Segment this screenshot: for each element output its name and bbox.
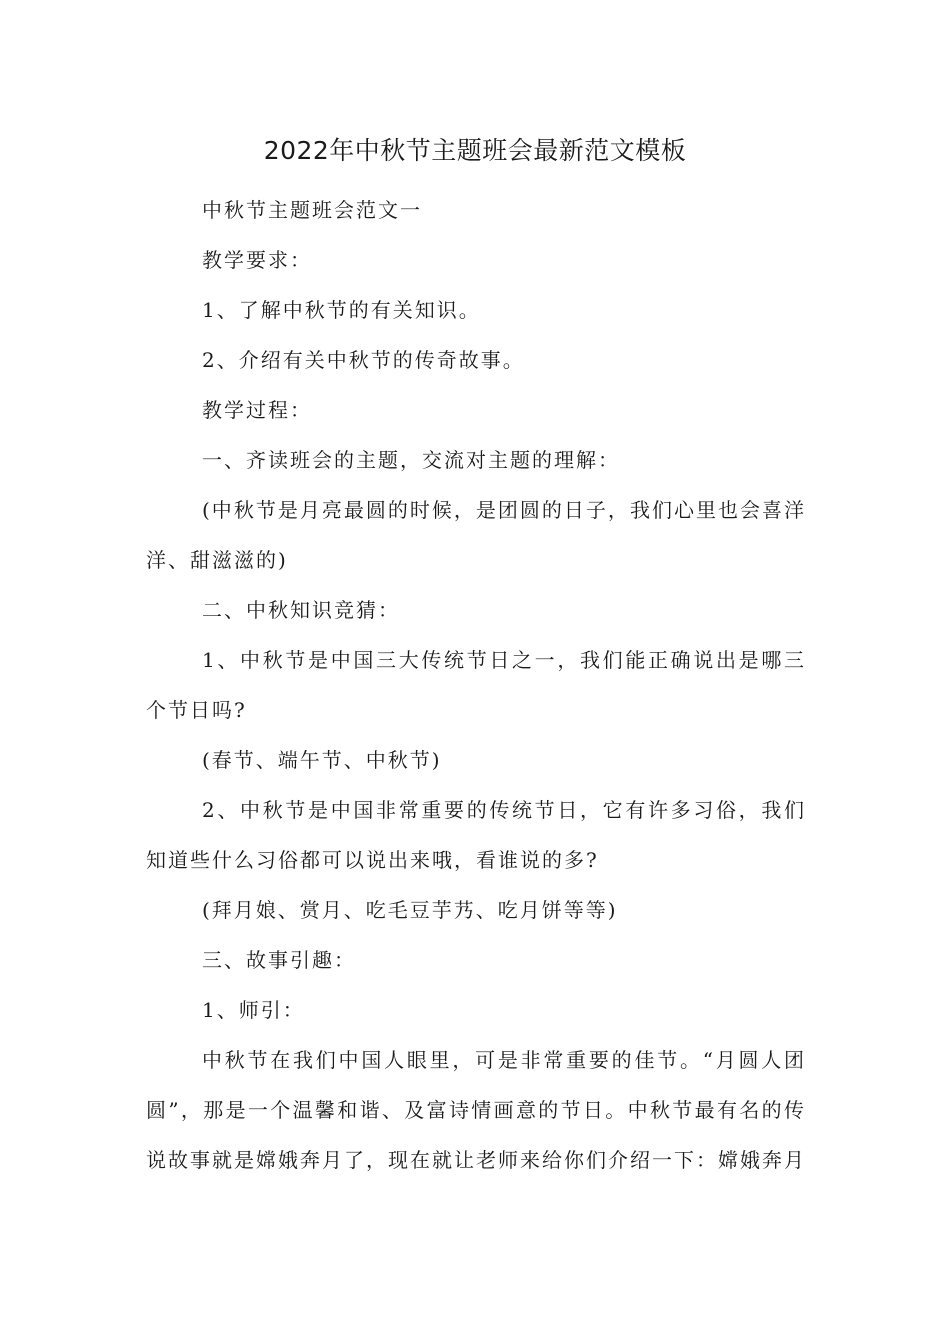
- paragraph-teacher-intro: 1、师引：: [202, 998, 305, 1022]
- paragraph-requirement-1: 1、了解中秋节的有关知识。: [202, 298, 481, 322]
- paragraph-step-3: 三、故事引趣：: [202, 948, 356, 972]
- paragraph-question-1: 1、中秋节是中国三大传统节日之一，我们能正确说出是哪三个节日吗?: [146, 648, 806, 722]
- paragraph-step-1: 一、齐读班会的主题，交流对主题的理解：: [202, 448, 620, 472]
- paragraph-teaching-requirements: 教学要求：: [202, 248, 312, 272]
- document-title: 2022年中秋节主题班会最新范文模板: [263, 136, 687, 165]
- paragraph-step-1-note: (中秋节是月亮最圆的时候，是团圆的日子，我们心里也会喜洋洋、甜滋滋的): [146, 498, 806, 572]
- paragraph-answer-1: (春节、端午节、中秋节): [202, 748, 442, 772]
- paragraph-step-2: 二、中秋知识竞猜：: [202, 598, 400, 622]
- paragraph-question-2: 2、中秋节是中国非常重要的传统节日，它有许多习俗，我们知道些什么习俗都可以说出来哦，看谁说的多?: [146, 798, 806, 872]
- document-body: [146, 185, 806, 1185]
- paragraph-requirement-2: 2、介绍有关中秋节的传奇故事。: [202, 348, 525, 372]
- paragraph-answer-2: (拜月娘、赏月、吃毛豆芋艿、吃月饼等等): [202, 898, 618, 922]
- paragraph-story-intro: 中秋节在我们中国人眼里，可是非常重要的佳节。“月圆人团圆”，那是一个温馨和谐、及富诗情画意的节日。中秋节最有名的传说故事就是嫦娥奔月了，现在就让老师来给你们介绍一下：嫦娥奔月: [146, 1048, 806, 1172]
- paragraph-heading-one: 中秋节主题班会范文一: [202, 198, 422, 222]
- paragraph-teaching-process: 教学过程：: [202, 398, 312, 422]
